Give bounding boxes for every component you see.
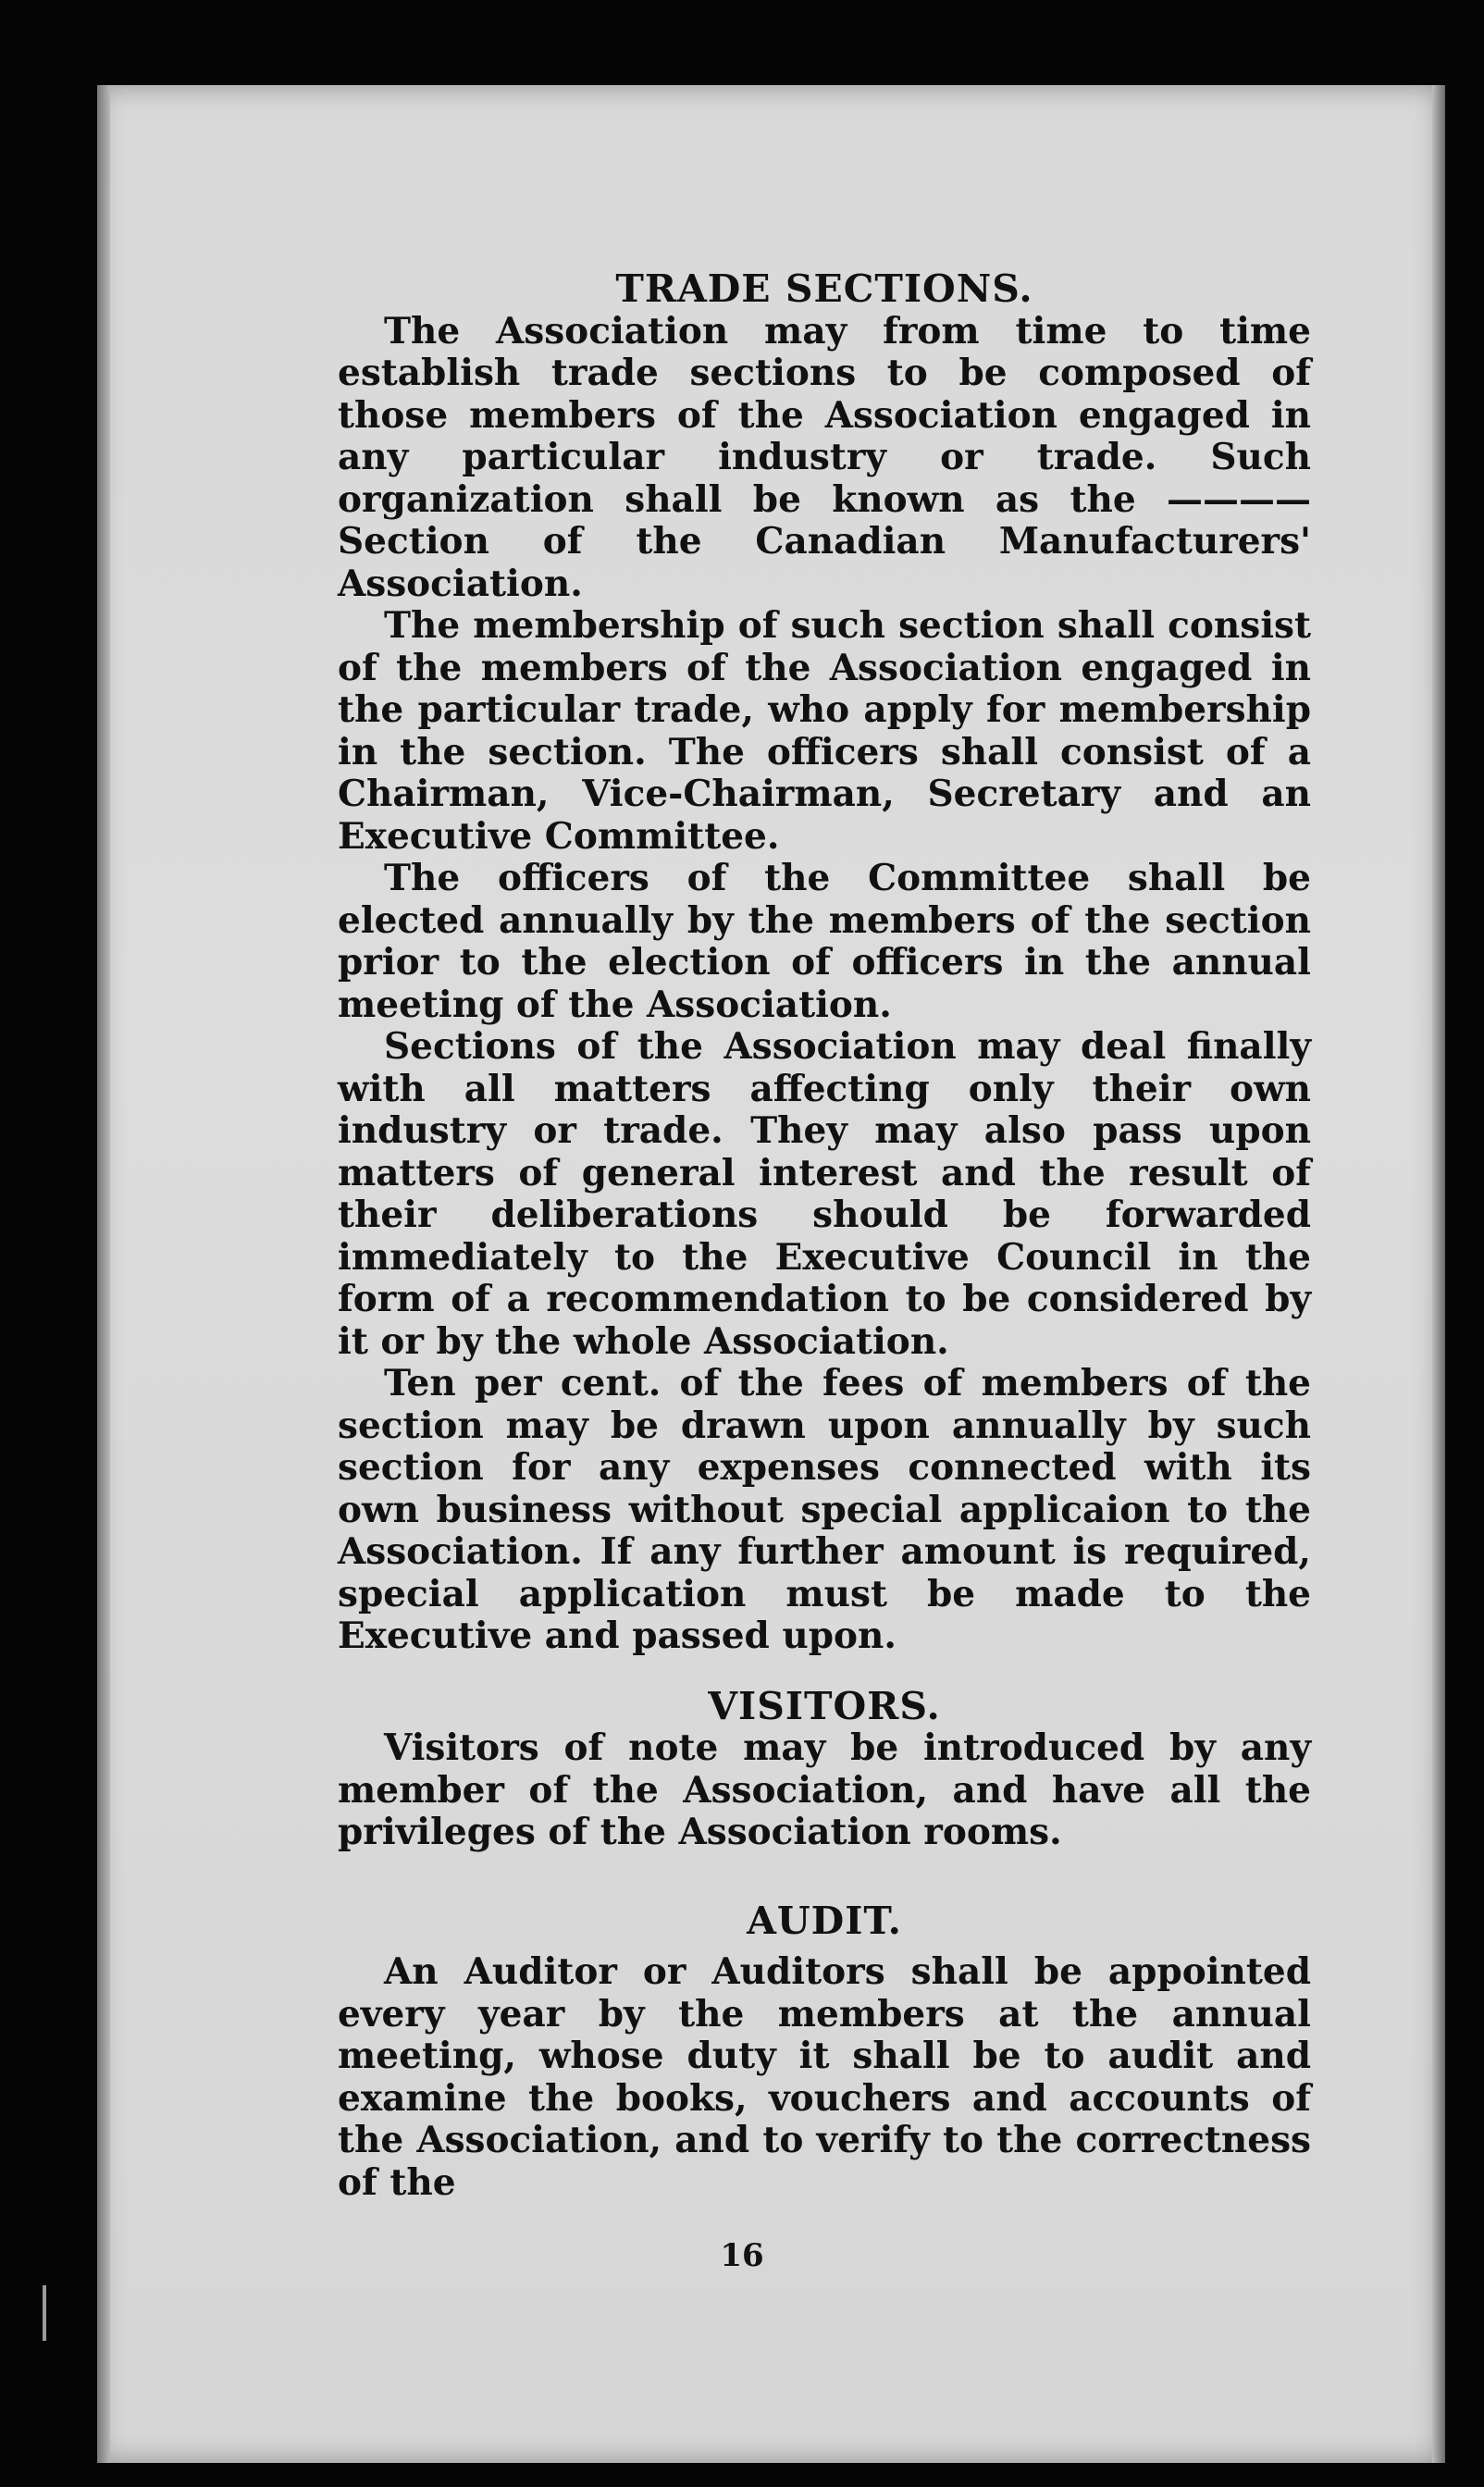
page-text bbox=[338, 268, 1311, 2204]
page-number: 16 bbox=[720, 2237, 764, 2274]
paragraph-trade-sections-2: The membership of such section shall consist of the members of the Association engaged in the particular trade, who apply for membership in the section. The officers shall consist of a Chairman, Vice-Chairman, Secretary and an Executive Committee. bbox=[338, 604, 1311, 858]
heading-trade-sections: TRADE SECTIONS. bbox=[615, 266, 1033, 311]
paragraph-trade-sections-1: The Association may from time to time establish trade sections to be composed of those members of the Association engaged in any particular industry or trade. Such organization shall be known as the ———— Section of the Canadian Manufacturers' Association. bbox=[338, 309, 1311, 605]
paragraph-trade-sections-4: Sections of the Association may deal finally with all matters affecting only their own industry or trade. They may also pass upon matters of general interest and the result of their deliberations should be forwarded immediately to the Executive Council in the form of a recommendation to be considered by it or by the whole Association. bbox=[338, 1025, 1311, 1363]
paragraph-visitors: Visitors of note may be introduced by any member of the Association, and have all the privileges of the Association rooms. bbox=[338, 1726, 1311, 1853]
paragraph-audit: An Auditor or Auditors shall be appointed every year by the members at the annual meeting, whose duty it shall be to audit and examine the books, vouchers and accounts of the Association, and to verify to the correctness of the bbox=[338, 1950, 1311, 2204]
heading-visitors: VISITORS. bbox=[708, 1683, 941, 1728]
paragraph-trade-sections-3: The officers of the Committee shall be elected annually by the members of the section prior to the election of officers in the annual meeting of the Association. bbox=[338, 857, 1311, 1026]
scan-artifact-mark bbox=[43, 2285, 46, 2341]
heading-audit: AUDIT. bbox=[747, 1898, 902, 1943]
paragraph-trade-sections-5: Ten per cent. of the fees of members of the section may be drawn upon annually by such section for any expenses connected with its own business without special applicaion to the Association. If any further amount is required, special application must be made to the Executive and passed upon. bbox=[338, 1362, 1311, 1657]
page-edge-left bbox=[97, 85, 110, 2463]
page-edge-right bbox=[1432, 85, 1445, 2463]
